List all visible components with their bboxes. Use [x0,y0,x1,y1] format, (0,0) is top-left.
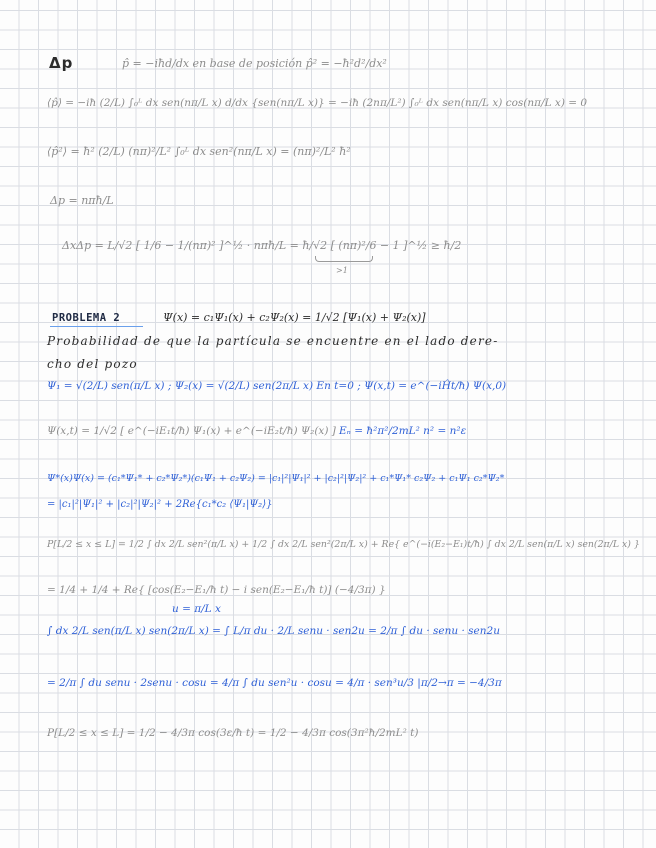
probability-partial-result: = 1/4 + 1/4 + Re{ [cos(E₂−E₁/ħ t) − i sen(E₂−E₁/ħ t)] (−4/3π) } [47,584,386,596]
delta-p-line: Δp = nπħ/L [50,194,114,207]
final-result-line: P[L/2 ≤ x ≤ L] = 1/2 − 4/3π cos(3ε/ħ t) = 1/2 − 4/3π cos(3π²ħ/2mL² t) [47,727,419,739]
substitution-note: u = π/L x [172,603,221,615]
uncertainty-line: ΔxΔp = L/√2 [ 1/6 − 1/(nπ)² ]^½ · nπħ/L = ħ/√2 [ (nπ)²/6 − 1 ]^½ ≥ ħ/2 [62,239,462,252]
energy-line: Eₙ = ħ²π²/2mL² n² = n²ε [339,425,467,437]
density-line-1: Ψ*(x)Ψ(x) = (c₁*Ψ₁* + c₂*Ψ₂*)(c₁Ψ₁ + c₂Ψ₂) = |c₁|²|Ψ₁|² + |c₂|²|Ψ₂|² + c₁*Ψ₁* c₂Ψ₂ + c₁Ψ₁ c₂*Ψ₂* [47,473,505,484]
expectation-p-line: ⟨p̂⟩ = −iħ (2/L) ∫₀ᴸ dx sen(nπ/L x) d/dx {sen(nπ/L x)} = −iħ (2nπ/L²) ∫₀ᴸ dx sen(nπ/L x) cos(nπ/L x) = 0 [47,97,588,109]
auxiliary-integral-2: = 2/π ∫ du senu · 2senu · cosu = 4/π ∫ du sen²u · cosu = 4/π · sen³u/3 |π/2→π = −4/3π [47,677,502,689]
problem-label: PROBLEMA 2 [52,312,121,324]
problem-statement-2: cho del pozo [47,357,138,371]
underbrace-mark [315,256,373,262]
problem-label-underline [50,326,143,327]
expectation-p2-line: ⟨p̂²⟩ = ħ² (2/L) (nπ)²/L² ∫₀ᴸ dx sen²(nπ/L x) = (nπ)²/L² ħ² [47,145,351,158]
momentum-operator-line: p̂ = −iħd/dx en base de posición p̂² = −ħ²d²/dx² [122,57,387,70]
auxiliary-integral-1: ∫ dx 2/L sen(π/L x) sen(2π/L x) = ∫ L/π du · 2/L senu · sen2u = 2/π ∫ du · senu · sen2u [47,625,500,637]
underbrace-note: >1 [336,266,348,275]
problem-statement-1: Probabilidad de que la partícula se encuentre en el lado dere- [47,334,499,348]
section-title: Δp [49,54,74,72]
probability-integral-line: P[L/2 ≤ x ≤ L] = 1/2 ∫ dx 2/L sen²(π/L x) + 1/2 ∫ dx 2/L sen²(2π/L x) + Re{ e^(−i(E₂−E₁)t/ħ) ∫ dx 2/L sen(π/L x) sen(2π/L x) } [47,539,640,550]
density-line-2: = |c₁|²|Ψ₁|² + |c₂|²|Ψ₂|² + 2Re{c₁*c₂ ⟨Ψ₁|Ψ₂⟩} [47,499,273,510]
time-evolution-line: Ψ(x,t) = 1/√2 [ e^(−iE₁t/ħ) Ψ₁(x) + e^(−iE₂t/ħ) Ψ₂(x) ] [47,425,336,437]
problem-wavefunction: Ψ(x) = c₁Ψ₁(x) + c₂Ψ₂(x) = 1/√2 [Ψ₁(x) + Ψ₂(x)] [163,311,426,324]
eigenfunctions-line: Ψ₁ = √(2/L) sen(π/L x) ; Ψ₂(x) = √(2/L) sen(2π/L x) En t=0 ; Ψ(x,t) = e^(−iĤt/ħ) Ψ(x,0) [47,380,507,392]
